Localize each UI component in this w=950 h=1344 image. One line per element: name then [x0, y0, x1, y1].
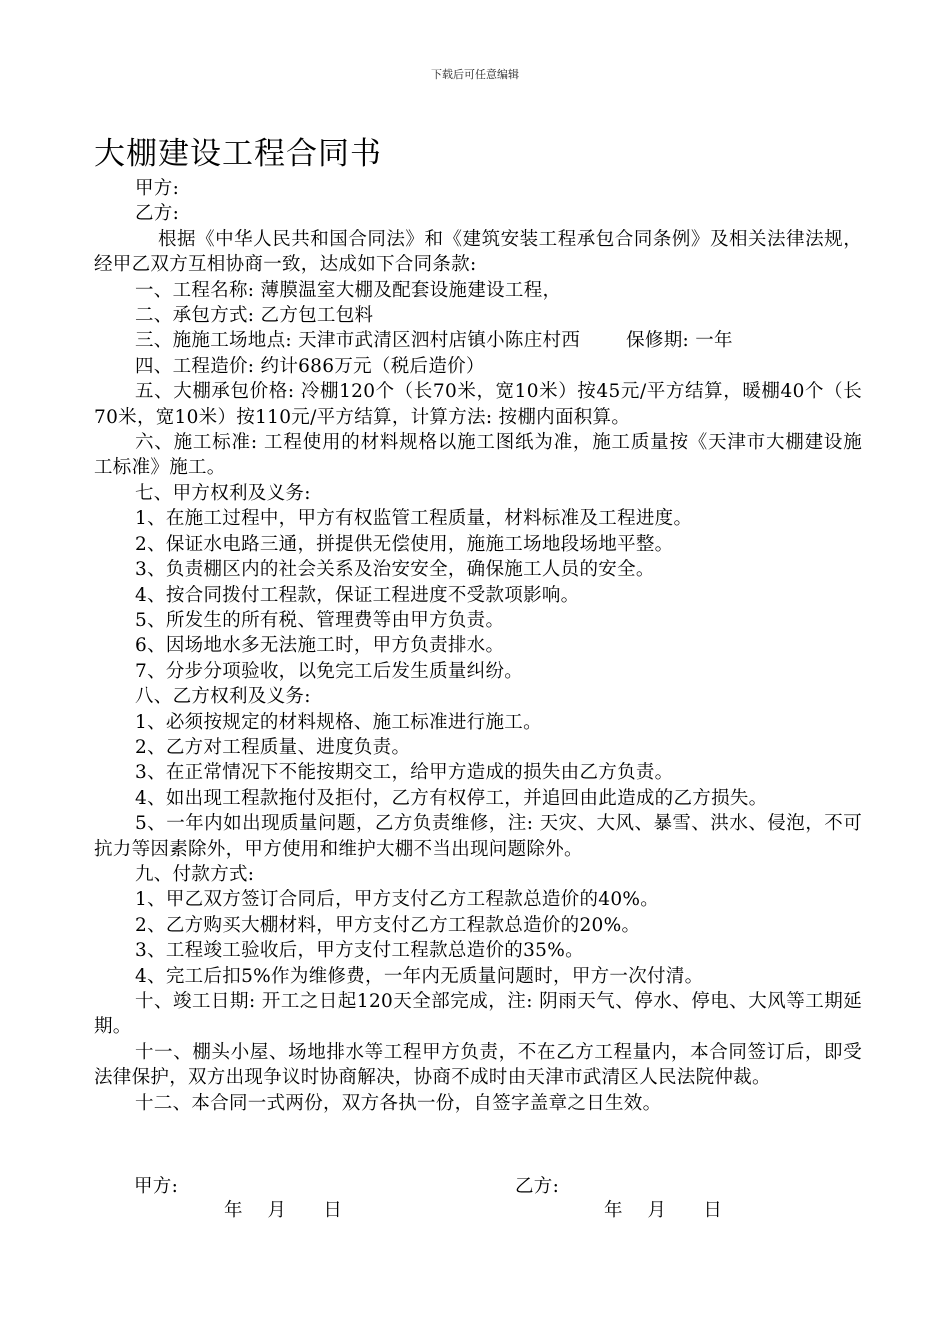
- clause-8-title: 八、乙方权利及义务:: [135, 686, 311, 708]
- clause-8-item: 3、在正常情况下不能按期交工，给甲方造成的损失由乙方负责。: [135, 762, 674, 784]
- contract-body: [94, 176, 862, 1116]
- clause-12: 十二、本合同一式两份，双方各执一份，自签字盖章之日生效。: [135, 1092, 662, 1114]
- clause-3: [94, 328, 862, 353]
- signature-party-b-label: 乙方:: [515, 1176, 560, 1197]
- clause-5: 五、大棚承包价格: 冷棚120个（长70米，宽10米）按45元/平方结算，暖棚40个（长70米，宽10米）按110元/平方结算，计算方法: 按棚内面积算。: [94, 381, 862, 428]
- clause-8-item: 5、一年内如出现质量问题，乙方负责维修，注: 天灾、大风、暴雪、洪水、侵泡，不可抗力等因素除外，甲方使用和维护大棚不当出现问题除外。: [94, 813, 862, 860]
- clause-9-item: 2、乙方购买大棚材料，甲方支付乙方工程款总造价的20%。: [135, 914, 641, 936]
- signature-party-a-date: 年 月 日: [224, 1200, 343, 1221]
- clause-9-title: 九、付款方式:: [135, 863, 255, 885]
- clause-7-item: 7、分步分项验收，以免完工后发生质量纠纷。: [135, 660, 524, 682]
- clause-3-warranty: 保修期: 一年: [626, 330, 733, 352]
- page-header-note: 下载后可任意编辑: [431, 68, 519, 81]
- clause-8-item: 1、必须按规定的材料规格、施工标准进行施工。: [135, 711, 542, 733]
- signature-party-a-label: 甲方:: [134, 1176, 179, 1197]
- clause-10: 十、竣工日期: 开工之日起120天全部完成，注: 阴雨天气、停水、停电、大风等工期延期。: [94, 991, 862, 1038]
- clause-7-item: 3、负责棚区内的社会关系及治安安全，确保施工人员的安全。: [135, 559, 655, 581]
- clause-9-item: 4、完工后扣5%作为维修费，一年内无质量问题时，甲方一次付清。: [135, 965, 704, 987]
- clause-3-location: 三、施施工场地点: 天津市武清区泗村店镇小陈庄村西: [135, 330, 581, 352]
- clause-7-item: 6、因场地水多无法施工时，甲方负责排水。: [135, 635, 505, 657]
- document-title: 大棚建设工程合同书: [94, 136, 382, 172]
- party-a-line: 甲方:: [135, 178, 180, 199]
- clause-7-item: 1、在施工过程中，甲方有权监管工程质量，材料标准及工程进度。: [135, 508, 693, 530]
- party-b-line: 乙方:: [135, 203, 180, 225]
- clause-7-title: 七、甲方权利及义务:: [135, 482, 311, 504]
- intro-paragraph: 根据《中华人民共和国合同法》和《建筑安装工程承包合同条例》及相关法律法规，经甲乙双方互相协商一致，达成如下合同条款:: [94, 228, 862, 276]
- clause-8-item: 4、如出现工程款拖付及拒付，乙方有权停工，并追回由此造成的乙方损失。: [135, 787, 768, 809]
- clause-7-item: 4、按合同拨付工程款，保证工程进度不受款项影响。: [135, 584, 580, 606]
- clause-1: 一、工程名称: 薄膜温室大棚及配套设施建设工程，: [135, 279, 562, 301]
- clause-4: 四、工程造价: 约计686万元（税后造价）: [135, 355, 485, 377]
- clause-9-item: 1、甲乙双方签订合同后，甲方支付乙方工程款总造价的40%。: [135, 889, 660, 911]
- clause-11: 十一、棚头小屋、场地排水等工程甲方负责，不在乙方工程量内，本合同签订后，即受法律保护，双方出现争议时协商解决，协商不成时由天津市武清区人民法院仲裁。: [94, 1041, 862, 1089]
- clause-9-item: 3、工程竣工验收后，甲方支付工程款总造价的35%。: [135, 940, 584, 962]
- signature-party-b-date: 年 月 日: [604, 1200, 723, 1221]
- clause-2: 二、承包方式: 乙方包工包料: [135, 305, 374, 327]
- clause-8-item: 2、乙方对工程质量、进度负责。: [135, 736, 411, 758]
- clause-6: 六、施工标准: 工程使用的材料规格以施工图纸为准，施工质量按《天津市大棚建设施工标准》施工。: [94, 432, 862, 479]
- clause-7-item: 5、所发生的所有税、管理费等由甲方负责。: [135, 609, 505, 631]
- clause-7-item: 2、保证水电路三通，拼提供无偿使用，施施工场地段场地平整。: [135, 533, 674, 555]
